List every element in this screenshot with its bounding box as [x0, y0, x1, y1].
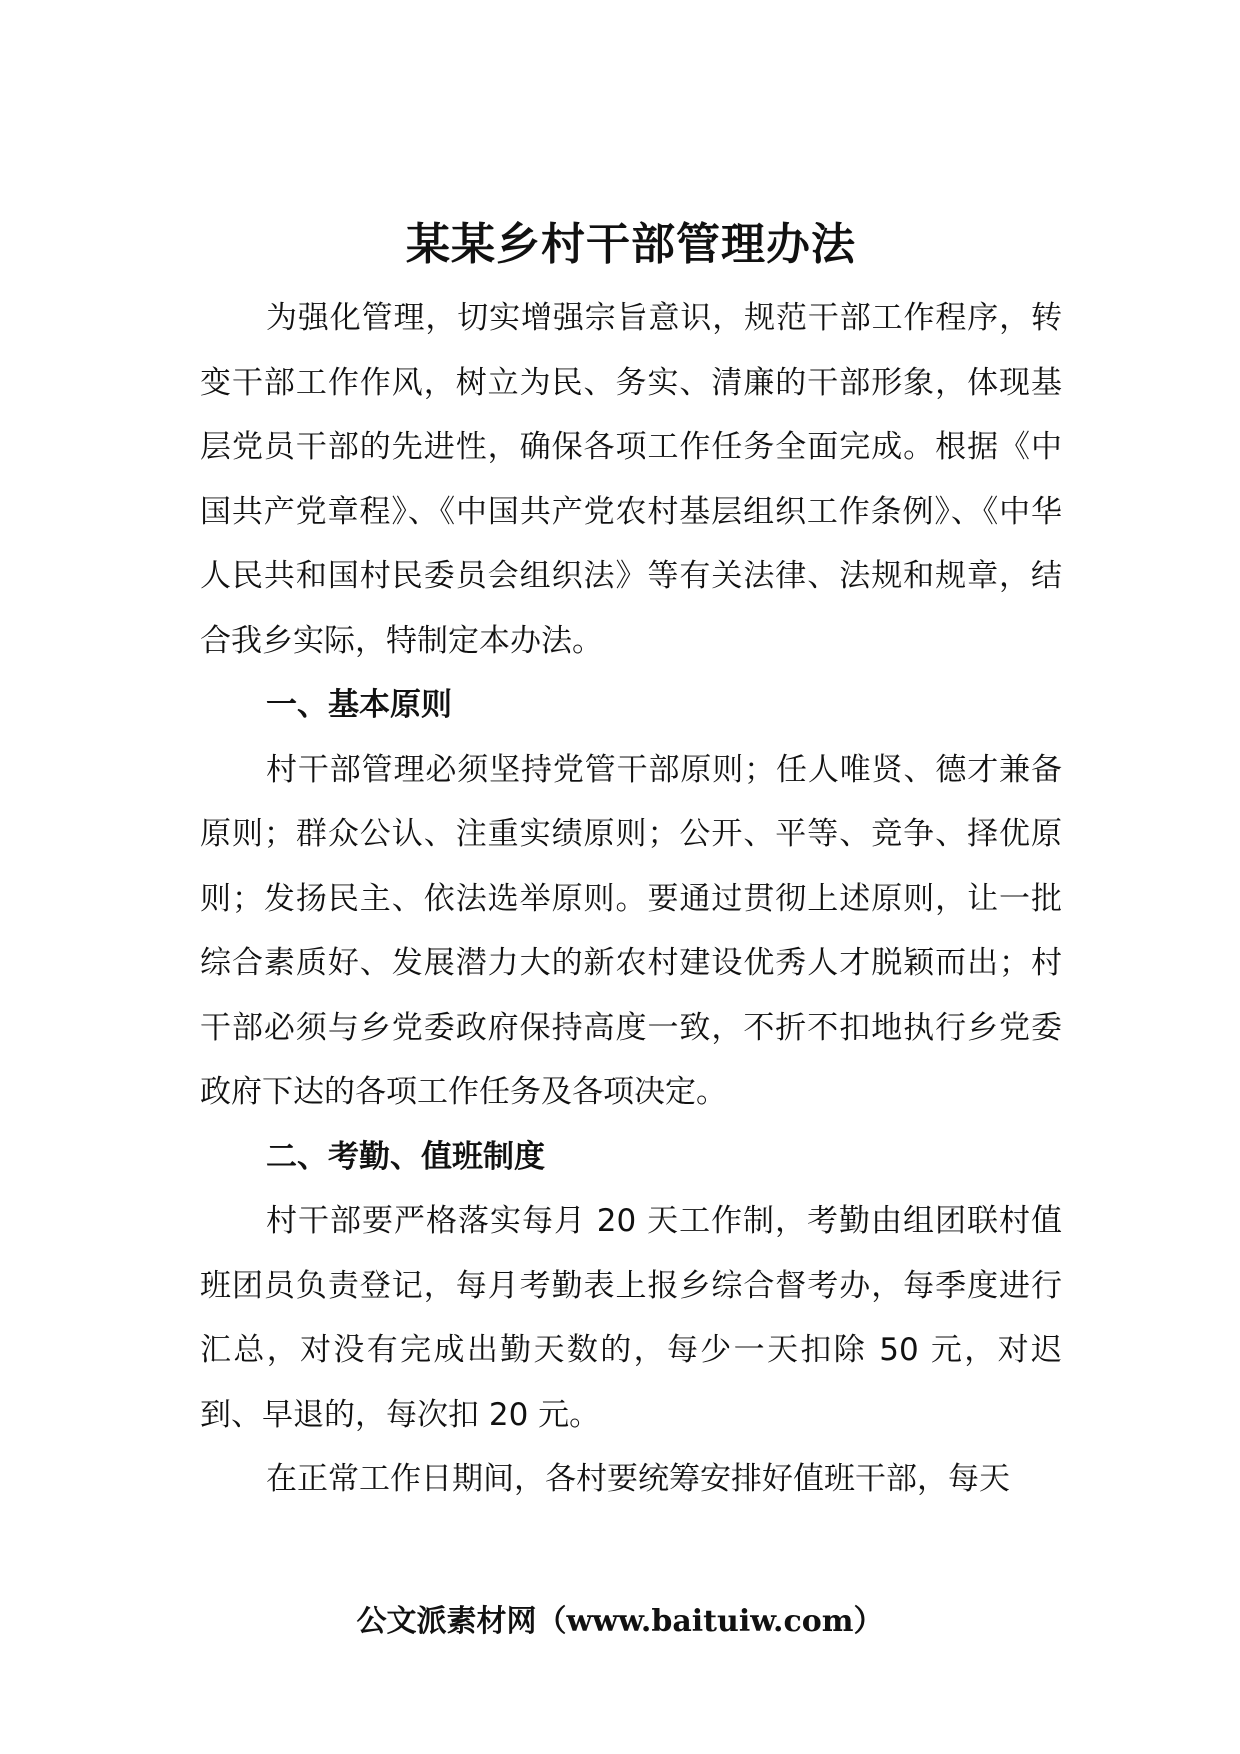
watermark-footer: 公文派素材网（www.baituiw.com） — [356, 1604, 884, 1639]
document-body — [200, 214, 1062, 1512]
section-heading-attendance: 二、考勤、值班制度 — [266, 1138, 545, 1175]
section-attendance-text: 村干部要严格落实每月 20 天工作制，考勤由组团联村值班团员负责登记，每月考勤表上报乡综合督考办，每季度进行汇总，对没有完成出勤天数的，每少一天扣除 50 元，对迟到、早退的，每次扣 20 元。 — [200, 1203, 1062, 1433]
section-basic-principles-text: 村干部管理必须坚持党管干部原则；任人唯贤、德才兼备原则；群众公认、注重实绩原则；公开、平等、竞争、择优原则；发扬民主、依法选举原则。要通过贯彻上述原则，让一批综合素质好、发展潜力大的新农村建设优秀人才脱颖而出；村干部必须与乡党委政府保持高度一致，不折不扣地执行乡党委政府下达的各项工作任务及各项决定。 — [200, 751, 1062, 1110]
section-duty-text: 在正常工作日期间，各村要统筹安排好值班干部，每天 — [266, 1461, 1010, 1497]
section-heading-basic-principles: 一、基本原则 — [266, 687, 452, 723]
page-title: 某某乡村干部管理办法 — [406, 219, 856, 270]
intro-paragraph: 为强化管理，切实增强宗旨意识，规范干部工作程序，转变干部工作作风，树立为民、务实、清廉的干部形象，体现基层党员干部的先进性，确保各项工作任务全面完成。根据《中国共产党章程》、《中国共产党农村基层组织工作条例》、《中华人民共和国村民委员会组织法》等有关法律、法规和规章，结合我乡实际，特制定本办法。 — [200, 300, 1062, 659]
